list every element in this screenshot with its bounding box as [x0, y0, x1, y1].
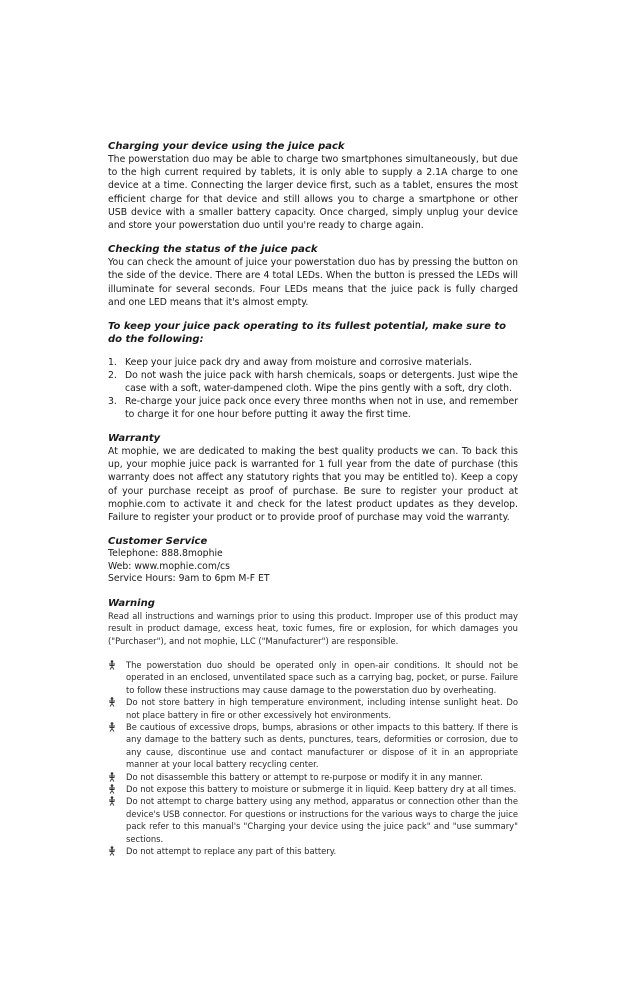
warning-figure-icon — [108, 772, 116, 782]
warning-figure-icon — [108, 846, 116, 856]
list-number: 3. — [108, 396, 117, 408]
warning-item-text: The powerstation duo should be operated only in open-air conditions. It should not be operated in an enclosed, unventilated space such as a carrying bag, pocket, or purse. Failure to follow these instructions may cause damage to the powerstation duo by overheating. — [126, 659, 518, 695]
customer-service-heading: Customer Service — [108, 536, 208, 548]
warning-figure-icon — [108, 697, 116, 707]
warning-item — [108, 659, 518, 696]
list-number: 2. — [108, 370, 117, 382]
checking-text: You can check the amount of juice your powerstation duo has by pressing the button on the side of the device. There are 4 total LEDs. When the button is pressed the LEDs will illuminate for several seconds. Four LEDs means that the juice pack is fully charged and one LED means that it's almost empty. — [108, 257, 519, 308]
warning-figure-icon — [108, 784, 116, 794]
warning-item-text: Do not store battery in high temperature environment, including intense sunlight heat. Do not place battery in fire or other excessively hot environments. — [126, 697, 518, 720]
charging-heading: Charging your device using the juice pack — [108, 141, 345, 152]
list-item — [108, 356, 518, 369]
checking-heading: Checking the status of the juice pack — [108, 244, 318, 256]
warning-item-text: Do not attempt to replace any part of this battery. — [126, 846, 337, 857]
list-text: Do not wash the juice pack with harsh chemicals, soaps or detergents. Just wipe the case with a soft, water-dampened cloth. Wipe the pins gently with a soft, dry cloth. — [125, 370, 518, 395]
care-list — [108, 356, 518, 421]
web-line: Web: www.mophie.com/cs — [108, 560, 231, 572]
warranty-heading: Warranty — [108, 433, 161, 445]
list-text: Keep your juice pack dry and away from moisture and corrosive materials. — [125, 357, 472, 369]
warning-figure-icon — [108, 796, 116, 806]
warning-item-text: Do not expose this battery to moisture or submerge it in liquid. Keep battery dry at all times. — [126, 784, 517, 795]
warning-item — [108, 783, 518, 795]
warranty-section — [108, 432, 518, 524]
warning-item-text: Be cautious of excessive drops, bumps, abrasions or other impacts to this battery. If there is any damage to the battery such as dents, punctures, tears, deformities or corrosion, due to any cause, discontinue use and contact manufacturer or dispose of it in an appropriate manner at your local battery recycling center. — [126, 722, 518, 770]
warning-intro: Read all instructions and warnings prior to using this product. Improper use of this product may result in product damage, excess heat, toxic fumes, fire or explosion, for which damages you ("Purchaser"), and not mophie, LLC ("Manufacturer") are responsible. — [108, 610, 518, 646]
warning-item — [108, 771, 518, 783]
list-number: 1. — [108, 357, 117, 369]
keep-heading: To keep your juice pack operating to its fullest potential, make sure to do the following: — [108, 321, 507, 346]
warning-figure-icon — [108, 660, 116, 670]
hours-line: Service Hours: 9am to 6pm M-F ET — [108, 573, 270, 585]
customer-service-section — [108, 535, 518, 586]
warning-item — [108, 845, 518, 857]
warning-item-text: Do not disassemble this battery or attempt to re-purpose or modify it in any manner. — [126, 771, 483, 782]
checking-section — [108, 243, 518, 309]
keep-section — [108, 320, 518, 421]
warning-list — [108, 659, 518, 858]
telephone-line: Telephone: 888.8mophie — [108, 548, 223, 560]
warning-section — [108, 597, 518, 858]
charging-section — [108, 140, 518, 232]
warning-item-text: Do not attempt to charge battery using any method, apparatus or connection other than the device's USB connector. For questions or instructions for the various ways to charge the juice pack refer to this manual's "Charging your device using the juice pack" and "use summary" sections. — [126, 796, 518, 844]
warning-item — [108, 795, 518, 845]
list-item — [108, 395, 518, 421]
charging-text: The powerstation duo may be able to charge two smartphones simultaneously, but due to the high current required by tablets, it is only able to supply a 2.1A charge to one device at a time. Connecting the larger device first, such as a tablet, ensures the most efficient charge for that device and still allows you to charge a smartphone or other USB device with a smaller battery capacity. Once charged, simply unplug your device and store your powerstation duo until you're ready to charge again. — [108, 154, 518, 232]
warning-item — [108, 721, 518, 771]
warning-item — [108, 696, 518, 721]
manual-page — [108, 140, 518, 868]
warranty-text: At mophie, we are dedicated to making the best quality products we can. To back this up, your mophie juice pack is warranted for 1 full year from the date of purchase (this warranty does not affect any statutory rights that you may be entitled to). Keep a copy of your purchase receipt as proof of purchase. Be sure to register your product at mophie.com to activate it and check for the latest product updates as they develop. Failure to register your product or to provide proof of purchase may void the warranty. — [108, 446, 518, 524]
warning-figure-icon — [108, 722, 116, 732]
warning-heading: Warning — [108, 597, 155, 609]
list-item — [108, 369, 518, 395]
list-text: Re-charge your juice pack once every three months when not in use, and remember to charge it for one hour before putting it away the first time. — [125, 396, 519, 421]
